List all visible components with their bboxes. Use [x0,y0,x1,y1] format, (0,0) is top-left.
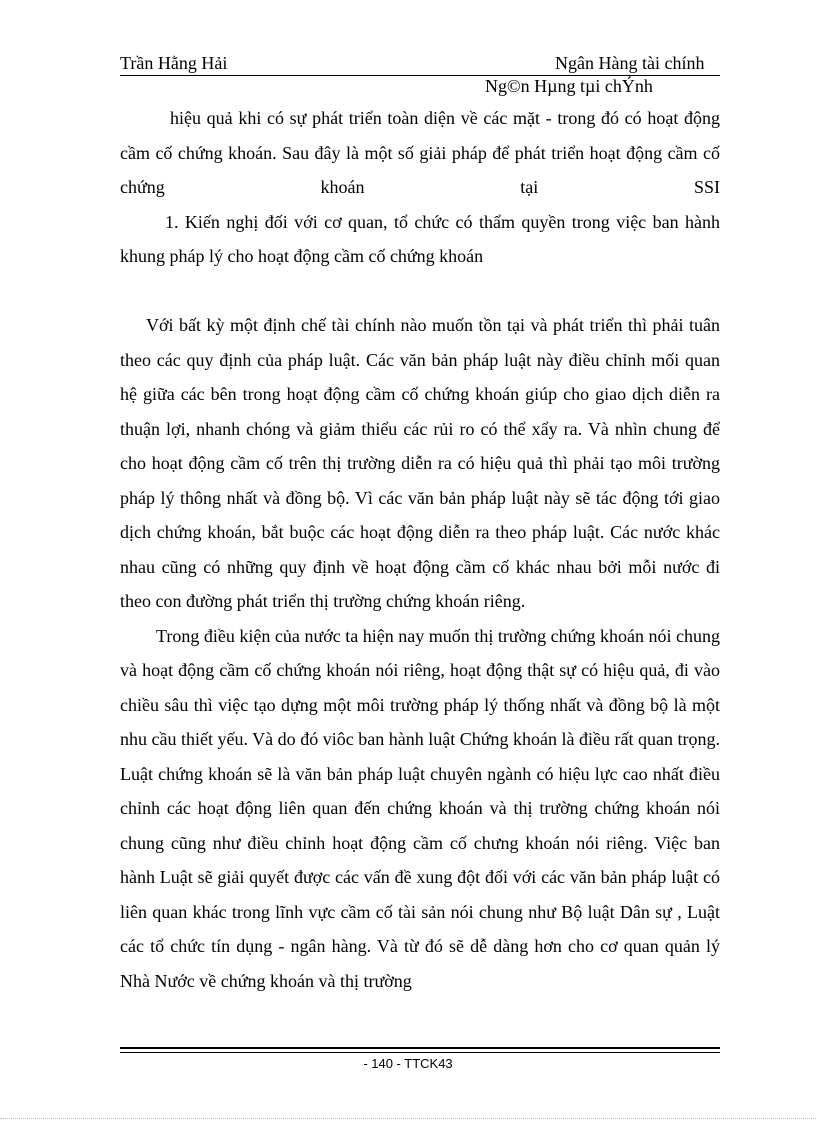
footer-rule-thin [120,1052,720,1053]
page-edge [0,1118,816,1119]
document-body [120,101,720,998]
header-title: Ngân Hàng tài chính [555,53,705,73]
paragraph-gap [120,274,720,309]
header-subtitle: Ng©n Hµng tµi chÝnh [485,76,653,96]
paragraph-conditions: Trong điều kiện của nước ta hiện nay muốn thị trường chứng khoán nói chung và hoạt động cầm cố chứng khoán nói riêng, hoạt động thật sự có hiệu quả, đi vào chiều sâu thì việc tạo dựng một môi trường pháp lý thống nhất và đồng bộ là một nhu cầu thiết yếu. Và do đó viôc ban hành luật Chứng khoán là điều rất quan trọng. Luật chứng khoán sẽ là văn bản pháp luật chuyên ngành có hiệu lực cao nhất điều chỉnh các hoạt động liên quan đến chứng khoán và thị trường chứng khoán nói chung cũng như điều chỉnh hoạt động cầm cố chưng khoán nói riêng. Việc ban hành Luật sẽ giải quyết được các vấn đề xung đột đối với các văn bản pháp luật có liên quan khác trong lĩnh vực cầm cố tài sản nói chung như Bộ luật Dân sự , Luật các tổ chức tín dụng - ngân hàng. Và từ đó sẽ dễ dàng hơn cho cơ quan quản lý Nhà Nước về chứng khoán và thị trường [120,625,720,991]
paragraph-intro: hiệu quả khi có sự phát triển toàn diện về các mặt - trong đó có hoạt động cầm cố chứng khoán. Sau đây là một số giải pháp để phát triển hoạt động cầm cố chứng khoán tại SSI [120,108,720,197]
section-heading: 1. Kiến nghị đối với cơ quan, tổ chức có thẩm quyền trong việc ban hành khung pháp lý cho hoạt động cầm cố chứng khoán [120,211,720,266]
page-number: - 140 - TTCK43 [363,1056,453,1071]
header-author: Trần Hằng Hải [120,53,228,73]
paragraph-legal-framework: Với bất kỳ một định chế tài chính nào muốn tồn tại và phát triển thì phải tuân theo các quy định của pháp luật. Các văn bản pháp luật này điều chỉnh mối quan hệ giữa các bên trong hoạt động cầm cố chứng khoán giúp cho giao dịch diễn ra thuận lợi, nhanh chóng và giảm thiểu các rủi ro có thể xẩy ra. Và nhìn chung để cho hoạt động cầm cố trên thị trường diễn ra có hiệu quả thì phải tạo môi trường pháp lý thông nhất và đồng bộ. Vì các văn bản pháp luật này sẽ tác động tới giao dịch chứng khoán, bắt buộc các hoạt động diễn ra theo pháp luật. Các nước khác nhau cũng có những quy định về hoạt động cầm cố khác nhau bởi mỗi nước đi theo con đường phát triển thị trường chứng khoán riêng. [120,315,720,611]
footer-rule-thick [120,1047,720,1049]
